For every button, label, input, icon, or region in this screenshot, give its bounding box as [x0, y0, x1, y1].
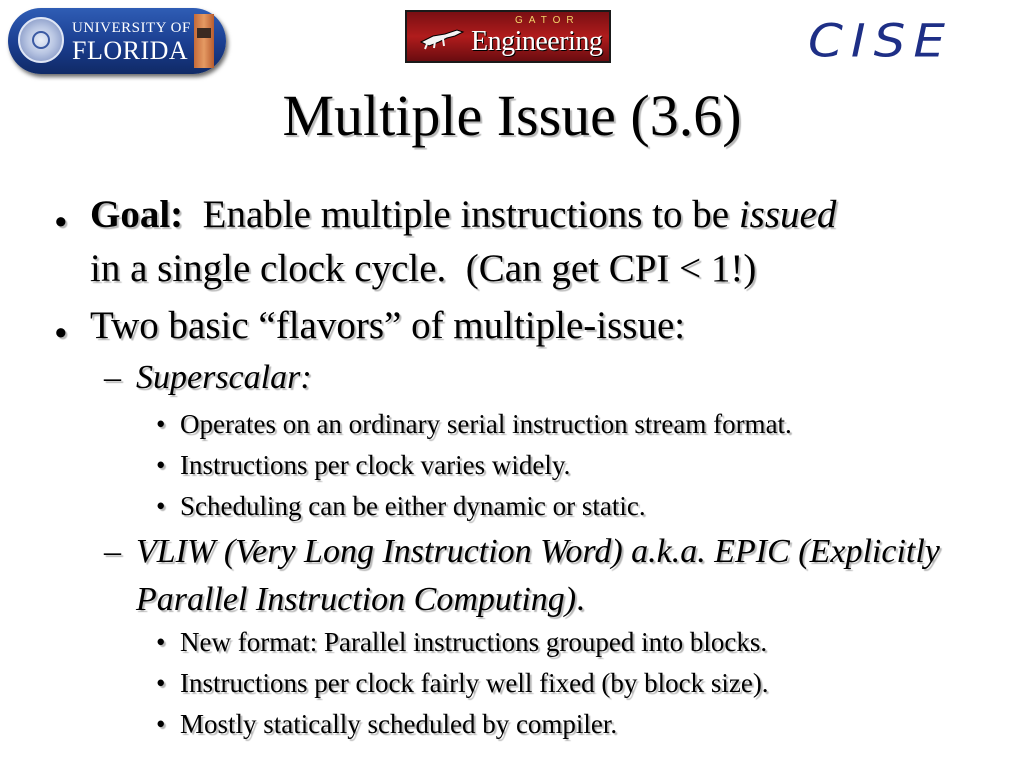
sub-bullet-marker: • — [156, 409, 166, 439]
superscalar-item: Scheduling can be either dynamic or static. — [180, 491, 646, 521]
goal-bullet — [90, 188, 990, 296]
vliw-item: Instructions per clock fairly well fixed (by block size). — [180, 668, 769, 698]
gator-engineering-logo — [405, 10, 611, 63]
vliw-item: Mostly statically scheduled by compiler. — [180, 709, 618, 739]
flavors-bullet: Two basic “flavors” of multiple-issue: — [90, 304, 686, 347]
bullet-marker: • — [54, 201, 68, 244]
vliw-label-text: VLIW (Very Long Instruction Word) a.k.a. EPIC (Explicitly Parallel Instruction Computing) — [136, 533, 940, 618]
dash-marker: – — [104, 533, 121, 570]
goal-label: Goal: — [90, 193, 184, 236]
university-of-florida-logo — [8, 8, 226, 74]
uf-logo-line1: UNIVERSITY OF — [72, 20, 191, 36]
vliw-label-period: . — [576, 581, 585, 618]
superscalar-item: Instructions per clock varies widely. — [180, 450, 571, 480]
cise-logo: CISE — [808, 15, 953, 68]
slide-title: Multiple Issue (3.6) — [282, 83, 742, 148]
sub-bullet-marker: • — [156, 668, 166, 698]
gator-logo-engineering-text: Engineering — [471, 26, 603, 57]
vliw-label — [136, 528, 956, 624]
dash-marker: – — [104, 359, 121, 396]
superscalar-label: Superscalar: — [136, 359, 312, 396]
sub-bullet-marker: • — [156, 450, 166, 480]
goal-text-after: in a single clock cycle. (Can get CPI < 1!) — [90, 247, 757, 290]
gator-icon — [419, 24, 465, 50]
sub-bullet-marker: • — [156, 709, 166, 739]
goal-emphasis: issued — [738, 193, 837, 236]
goal-text-before: Enable multiple instructions to be — [202, 193, 730, 236]
superscalar-item: Operates on an ordinary serial instruction stream format. — [180, 409, 792, 439]
century-tower-icon — [194, 14, 214, 68]
sub-bullet-marker: • — [156, 627, 166, 657]
gator-logo-small-text: GATOR — [515, 15, 580, 26]
sub-bullet-marker: • — [156, 491, 166, 521]
vliw-item: New format: Parallel instructions grouped into blocks. — [180, 627, 768, 657]
bullet-marker: • — [54, 312, 68, 355]
uf-seal-icon — [18, 17, 64, 63]
uf-logo-line2: FLORIDA — [72, 36, 189, 65]
